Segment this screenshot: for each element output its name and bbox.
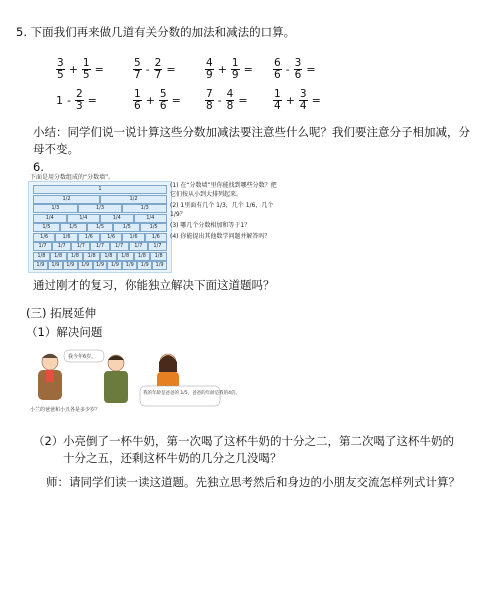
numerator: 3 [57, 57, 64, 69]
wall-cell: 1/7 [148, 242, 167, 251]
equation [133, 58, 177, 81]
equals-sign: = [311, 94, 321, 107]
numerator: 5 [134, 57, 141, 69]
wall-cell: 1/6 [55, 233, 77, 242]
wall-cell: 1/6 [33, 233, 55, 242]
denominator: 6 [134, 100, 141, 112]
wall-cell: 1/5 [140, 223, 167, 232]
wall-cell: 1/4 [33, 214, 67, 223]
fraction [205, 89, 214, 112]
wall-cell: 1/4 [100, 214, 134, 223]
speech-bubble-right [140, 386, 240, 406]
wall-cell: 1/8 [83, 252, 100, 261]
wall-cell: 1/8 [33, 252, 50, 261]
fraction [154, 58, 163, 81]
operator: - [285, 63, 290, 76]
speech-right-text: 我的年龄是爸爸的 1/5，爸爸的年龄是我的4倍。 [143, 391, 241, 396]
wall-cell: 1/6 [100, 233, 122, 242]
fraction [226, 89, 235, 112]
equals-sign: = [87, 94, 97, 107]
wall-row [33, 195, 167, 204]
wall-cell: 1/9 [122, 261, 137, 270]
equals-sign: = [166, 63, 176, 76]
wall-cell: 1/8 [117, 252, 134, 261]
q5-summary: 小结：同学们说一说计算这些分数加减法要注意些什么呢？我们要注意分子相加减，分母不变。 [33, 125, 470, 156]
denominator: 4 [299, 100, 307, 112]
wall-row [33, 242, 167, 251]
fraction-wall [28, 181, 172, 273]
whole-number: 1 [56, 94, 63, 107]
word-problem-illustration [28, 348, 241, 415]
wall-row [33, 233, 167, 242]
equals-sign: = [243, 63, 253, 76]
equals-sign: = [306, 63, 316, 76]
wall-cell: 1/7 [129, 242, 148, 251]
fraction [75, 89, 84, 112]
wall-cell: 1/8 [67, 252, 84, 261]
wall-cell: 1/3 [33, 204, 78, 213]
wall-row [33, 204, 167, 213]
wall-cell: 1/5 [113, 223, 140, 232]
wall-row [33, 214, 167, 223]
wall-cell: 1/2 [100, 195, 167, 204]
wall-row [33, 185, 167, 194]
operator: - [67, 94, 71, 107]
wall-cell: 1/7 [71, 242, 90, 251]
fraction [273, 58, 282, 81]
equals-sign: = [94, 63, 104, 76]
wall-cell: 1/8 [50, 252, 67, 261]
operator: + [68, 63, 78, 76]
operator: + [145, 94, 155, 107]
wall-cell: 1/5 [33, 223, 60, 232]
wall-cell: 1/6 [78, 233, 100, 242]
wall-row [33, 252, 167, 261]
section-sub1: （1）解决问题 [26, 325, 103, 339]
q6-question: (3) 哪几个分数相加和等于1？ [170, 222, 251, 229]
q6-question: (4) 你能提出其他数学问题并解答吗？ [170, 233, 271, 240]
wall-row [33, 261, 167, 270]
man-figure [104, 355, 128, 403]
q2-text: 小亮倒了一杯牛奶，第一次喝了这杯牛奶的十分之二，第二次喝了这杯牛奶的十分之五，还剩这杯牛奶的几分之几没喝？ [63, 434, 454, 465]
wall-cell: 1 [33, 185, 167, 194]
numerator: 2 [75, 88, 83, 100]
wall-cell: 1/9 [107, 261, 122, 270]
fraction [133, 58, 142, 81]
illustration-caption: 小兰的爸爸和小丑各是多少岁？ [30, 407, 101, 413]
equation [205, 89, 249, 112]
operator: + [285, 94, 295, 107]
wall-cell: 1/9 [152, 261, 167, 270]
wall-cell: 1/5 [87, 223, 114, 232]
q6-questions [170, 181, 280, 243]
denominator: 7 [154, 69, 162, 81]
equals-sign: = [171, 94, 181, 107]
denominator: 5 [57, 69, 64, 81]
equation [273, 58, 317, 81]
wall-cell: 1/9 [48, 261, 63, 270]
numerator: 3 [294, 57, 302, 69]
wall-cell: 1/9 [33, 261, 48, 270]
numerator: 1 [231, 57, 239, 69]
q6-prompt: 通过刚才的复习，你能独立解决下面这道题吗？ [33, 278, 275, 292]
denominator: 4 [274, 100, 281, 112]
wall-cell: 1/9 [93, 261, 108, 270]
wall-cell: 1/2 [33, 195, 100, 204]
fraction [56, 58, 65, 81]
fraction [299, 89, 308, 112]
denominator: 6 [294, 69, 302, 81]
wall-cell: 1/5 [60, 223, 87, 232]
teacher-note: 师：请同学们读一读这道题。先独立思考然后和身边的小朋友交流怎样列式计算？ [46, 475, 460, 489]
denominator: 7 [134, 69, 141, 81]
numerator: 7 [206, 88, 213, 100]
q5-title: 5. 下面我们再来做几道有关分数的加法和减法的口算。 [16, 25, 296, 39]
q6-number: 6. [33, 160, 44, 174]
q2-number: （2） [33, 434, 64, 448]
wall-cell: 1/7 [33, 242, 52, 251]
equation [56, 58, 105, 81]
wall-cell: 1/9 [78, 261, 93, 270]
wall-cell: 1/4 [134, 214, 168, 223]
numerator: 4 [206, 57, 213, 69]
speech-left-text: 我今年6岁。 [68, 354, 97, 360]
equation [273, 89, 322, 112]
equals-sign: = [238, 94, 248, 107]
wall-cell: 1/9 [137, 261, 152, 270]
fraction [159, 89, 168, 112]
denominator: 9 [206, 69, 213, 81]
equation [205, 58, 254, 81]
fraction-wall-title: 下面是用分数组成的“分数墙”。 [30, 174, 115, 181]
numerator: 2 [154, 57, 162, 69]
numerator: 6 [274, 57, 281, 69]
equation [133, 89, 182, 112]
denominator: 5 [82, 69, 90, 81]
fraction [294, 58, 303, 81]
fraction [82, 58, 91, 81]
q6-question: (1) 在“分数墙”里你能找到哪些分数？把它们按从小到大排列起来。 [170, 182, 277, 198]
operator: + [217, 63, 227, 76]
wall-cell: 1/7 [52, 242, 71, 251]
q6-question: (2) 1里面有几个 1/3，几个 1/6，几个 1/9？ [170, 202, 274, 218]
fraction [205, 58, 214, 81]
fraction [273, 89, 282, 112]
operator: - [145, 63, 150, 76]
wall-cell: 1/8 [100, 252, 117, 261]
wall-cell: 1/8 [150, 252, 167, 261]
wall-cell: 1/9 [63, 261, 78, 270]
wall-cell: 1/8 [134, 252, 151, 261]
fraction [231, 58, 240, 81]
numerator: 1 [82, 57, 90, 69]
wall-cell: 1/3 [122, 204, 167, 213]
wall-cell: 1/4 [67, 214, 101, 223]
denominator: 6 [159, 100, 167, 112]
wall-cell: 1/6 [122, 233, 144, 242]
wall-cell: 1/7 [90, 242, 109, 251]
denominator: 3 [75, 100, 83, 112]
section-title: (三) 拓展延伸 [26, 306, 97, 320]
father-figure [38, 354, 62, 400]
numerator: 5 [159, 88, 167, 100]
wall-cell: 1/6 [145, 233, 167, 242]
numerator: 1 [134, 88, 141, 100]
equation [56, 89, 98, 112]
numerator: 1 [274, 88, 281, 100]
numerator: 3 [299, 88, 307, 100]
denominator: 6 [274, 69, 281, 81]
operator: - [217, 94, 222, 107]
denominator: 8 [226, 100, 234, 112]
wall-row [33, 223, 167, 232]
wall-cell: 1/7 [110, 242, 129, 251]
denominator: 8 [206, 100, 213, 112]
speech-bubble-left [64, 350, 104, 362]
numerator: 4 [226, 88, 234, 100]
fraction [133, 89, 142, 112]
wall-cell: 1/3 [78, 204, 123, 213]
denominator: 9 [231, 69, 239, 81]
